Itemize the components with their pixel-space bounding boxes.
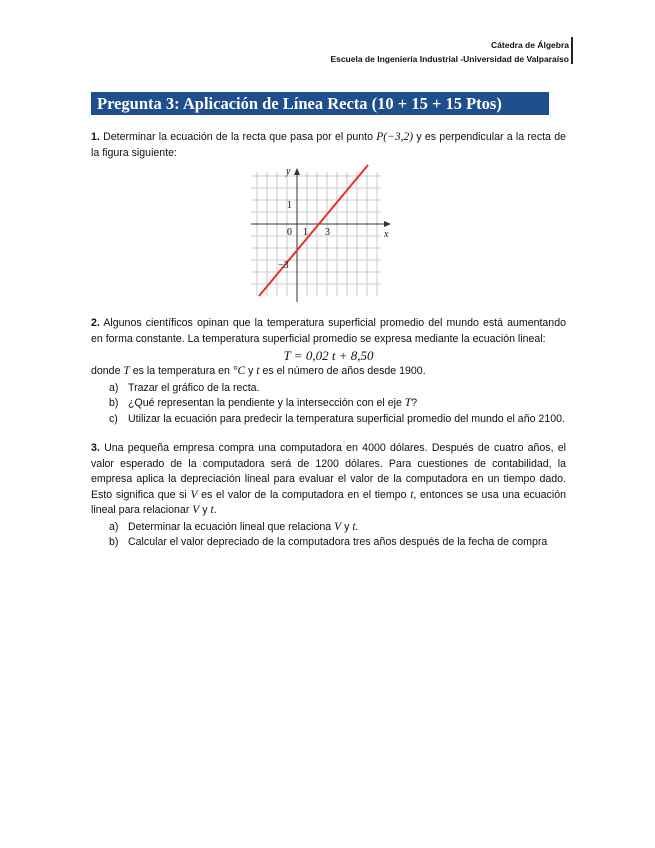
list-item: a) Trazar el gráfico de la recta. xyxy=(109,381,260,394)
q2-items xyxy=(91,381,566,428)
header-divider xyxy=(571,37,573,64)
y-axis-label: y xyxy=(286,166,291,177)
q3-items xyxy=(91,520,566,551)
header-chair: Cátedra de Álgebra xyxy=(491,40,569,50)
q2-text: Algunos científicos opinan que la temperatura superficial promedio del mundo está aumentando en forma constante. La temperatura superficial promedio se expresa mediante la ecuación lineal: xyxy=(91,317,566,345)
tick-y-1: 1 xyxy=(287,200,292,211)
x-axis-arrow-icon xyxy=(384,221,391,227)
question-2 xyxy=(91,316,566,347)
line-graph xyxy=(251,164,396,302)
question-title: Pregunta 3: Aplicación de Línea Recta (10 + 15 + 15 Ptos) xyxy=(97,94,502,113)
q1-point: P(−3,2) xyxy=(376,131,414,143)
tick-y-minus-3: −3 xyxy=(278,260,289,271)
q2-equation: T = 0,02 t + 8,50 xyxy=(283,348,374,363)
y-axis-arrow-icon xyxy=(294,168,300,175)
graph-grid xyxy=(251,172,381,296)
q2-where: donde T es la temperatura en °C y t es el número de años desde 1900. xyxy=(91,365,426,377)
q2-number: 2. xyxy=(91,317,100,329)
list-item: b) Calcular el valor depreciado de la computadora tres años después de la fecha de compra xyxy=(109,536,548,548)
tick-origin: 0 xyxy=(287,227,292,238)
header-school: Escuela de Ingeniería Industrial -Universidad de Valparaíso xyxy=(330,54,569,64)
list-item: b) ¿Qué representan la pendiente y la intersección con el eje T? xyxy=(109,397,418,409)
list-item: a) Determinar la ecuación lineal que relaciona V y t. xyxy=(109,520,359,533)
tick-x-1: 1 xyxy=(303,227,308,238)
page-header xyxy=(330,38,569,66)
question-content xyxy=(91,130,566,551)
x-axis-label: x xyxy=(384,229,389,240)
question-1 xyxy=(91,130,566,161)
q3-number: 3. xyxy=(91,442,100,454)
q1-text-b: y es perpendicular a la recta de la figura siguiente: xyxy=(91,131,566,159)
question-title-banner xyxy=(91,92,549,115)
list-item: c) Utilizar la ecuación para predecir la temperatura superficial promedio del mundo el año 2100. xyxy=(109,412,565,425)
question-3: 3. Una pequeña empresa compra una computadora en 4000 dólares. Después de cuatro años, el valor esperado de la computadora será de 1200 dólares. Para cuestiones de contabilidad, la empresa aplica la depreciación lineal para evaluar el valor de la computadora en un tiempo dado. Esto significa que si V es el valor de la computadora en el tiempo t, entonces se usa una ecuación lineal para relacionar V y t. xyxy=(91,442,566,516)
tick-x-3: 3 xyxy=(325,227,330,238)
q1-number: 1. xyxy=(91,131,100,143)
q1-text-a: Determinar la ecuación de la recta que pasa por el punto xyxy=(99,131,377,143)
red-line xyxy=(259,165,368,296)
